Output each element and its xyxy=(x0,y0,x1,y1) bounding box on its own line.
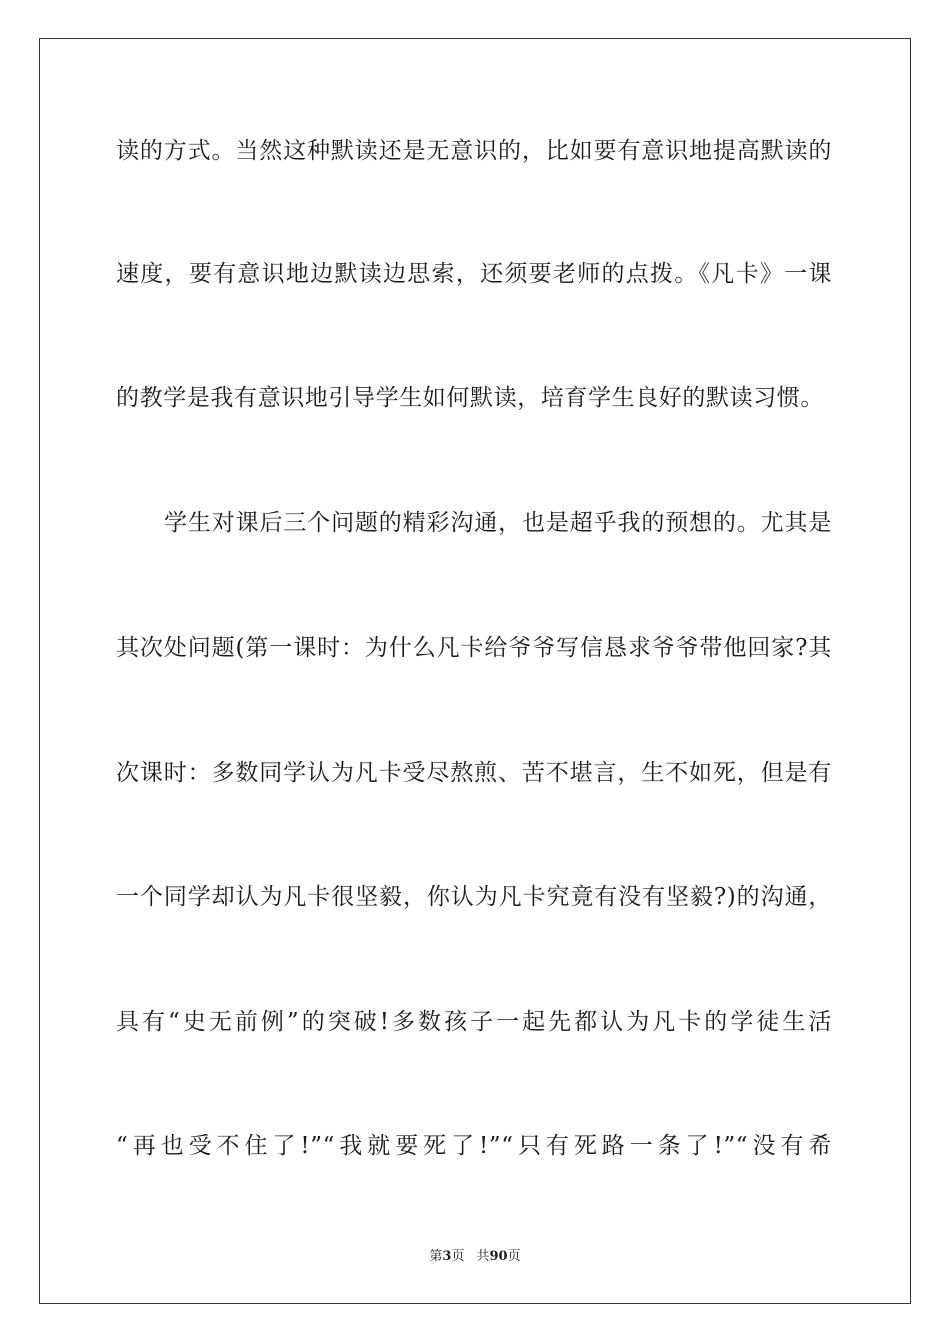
footer-page-unit: 页 xyxy=(451,1249,465,1264)
current-page-number: 3 xyxy=(442,1249,452,1264)
body-text-line: 读的方式。当然这种默读还是无意识的，比如要有意识地提高默读的 xyxy=(116,138,832,164)
total-page-count: 90 xyxy=(489,1249,508,1264)
footer-total-prefix: 共 xyxy=(476,1249,490,1264)
body-text-line: 速度，要有意识地边默读边思索，还须要老师的点拨。《凡卡》一课 xyxy=(116,261,832,287)
body-text-line: 具有“史无前例”的突破!多数孩子一起先都认为凡卡的学徒生活 xyxy=(116,1009,832,1035)
body-text-line: 的教学是我有意识地引导学生如何默读，培育学生良好的默读习惯。 xyxy=(116,385,824,411)
body-text-line: “再也受不住了!”“我就要死了!”“只有死路一条了!”“没有希 xyxy=(116,1133,832,1159)
body-text-line: 次课时：多数同学认为凡卡受尽熬煎、苦不堪言，生不如死，但是有 xyxy=(116,760,832,786)
body-text-line: 其次处问题(第一课时：为什么凡卡给爷爷写信恳求爷爷带他回家?其 xyxy=(116,635,832,661)
page-footer xyxy=(0,1248,950,1266)
footer-page-prefix: 第 xyxy=(429,1249,443,1264)
footer-total-unit: 页 xyxy=(507,1249,521,1264)
paragraph-start-line: 学生对课后三个问题的精彩沟通，也是超乎我的预想的。尤其是 xyxy=(164,510,832,536)
page-border xyxy=(39,38,911,1304)
body-text-line: 一个同学却认为凡卡很坚毅，你认为凡卡究竟有没有坚毅?)的沟通， xyxy=(116,884,832,910)
